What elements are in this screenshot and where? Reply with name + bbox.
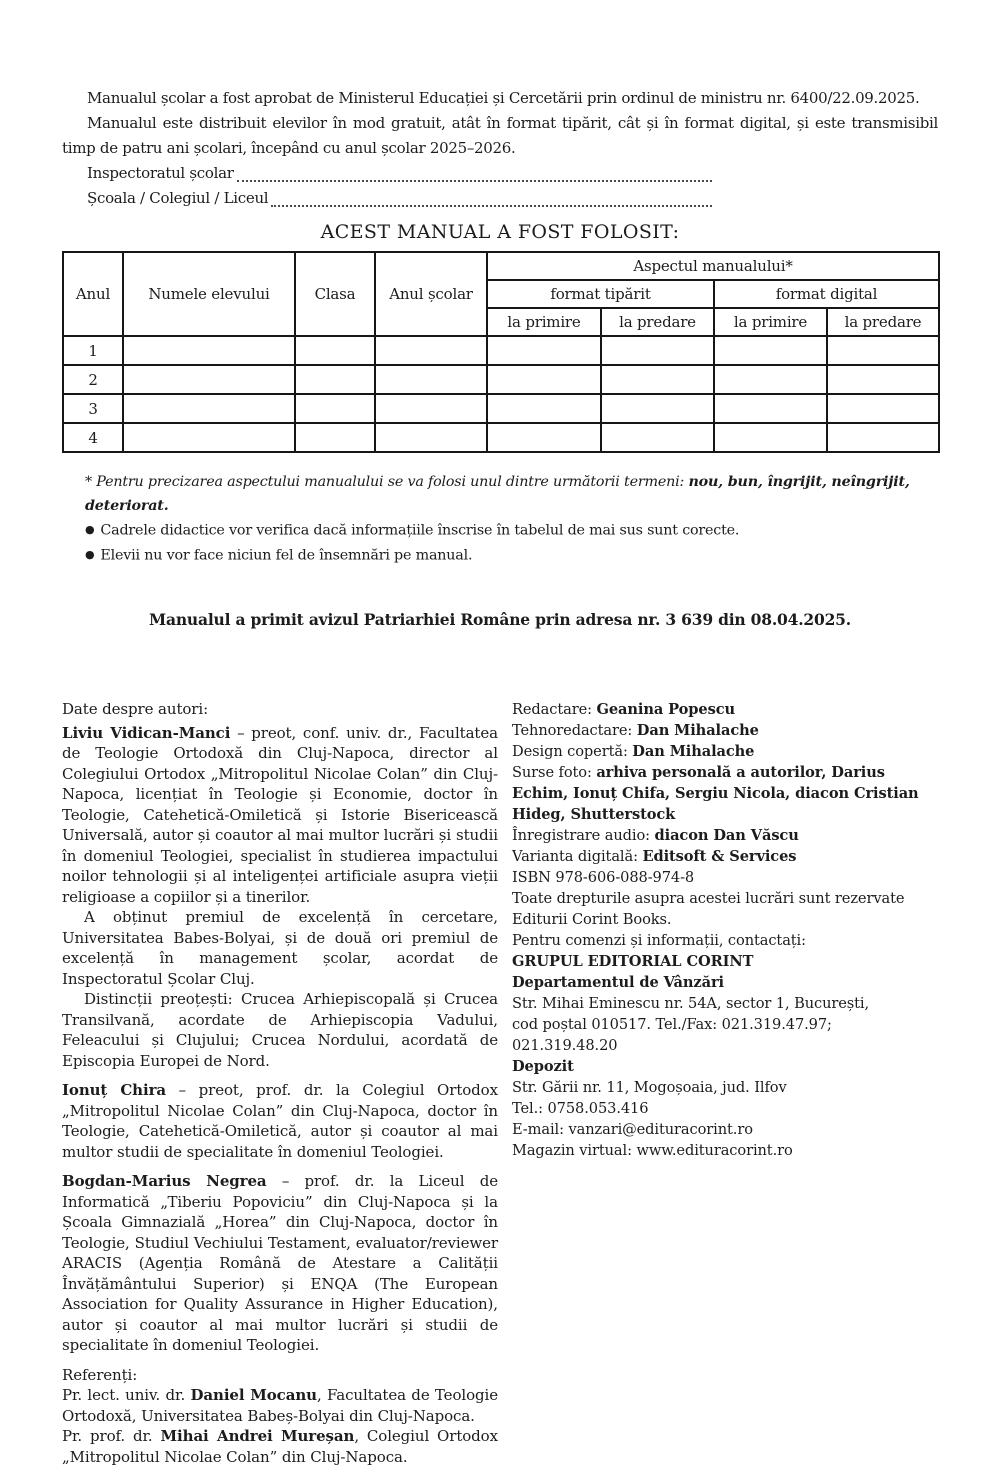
col-header-aspect: Aspectul manualului* bbox=[487, 252, 939, 280]
usage-cell-empty bbox=[601, 336, 714, 365]
usage-cell-empty bbox=[123, 423, 295, 452]
bullet-icon: ● bbox=[85, 523, 95, 536]
contact-intro: Pentru comenzi și informații, contactați: bbox=[511, 932, 806, 949]
usage-cell-empty bbox=[601, 394, 714, 423]
credit-digital-version bbox=[512, 846, 938, 867]
referent-name: Daniel Mocanu bbox=[190, 1386, 317, 1404]
usage-cell-empty bbox=[827, 365, 939, 394]
referent-muresan bbox=[62, 1426, 498, 1467]
referent-title: Pr. prof. dr. bbox=[62, 1427, 161, 1445]
col-header-print-on-return: la predare bbox=[601, 308, 714, 336]
school-label: Școala / Colegiul / Liceul bbox=[87, 189, 269, 207]
depot-heading bbox=[512, 1056, 938, 1077]
contact-email: E-mail: vanzari@edituracorint.ro bbox=[511, 1121, 753, 1138]
note-students-text: Elevii nu vor face niciun fel de însemnări pe manual. bbox=[100, 547, 473, 564]
credit-label: Varianta digitală: bbox=[511, 848, 643, 865]
credit-value: arhiva personală a autorilor, Darius Echim, Ionuț Chifa, Sergiu Nicola, diacon Cristian Hideg, Shutterstock bbox=[511, 764, 919, 823]
credit-label: Tehnoredactare: bbox=[511, 722, 637, 739]
note-aspect-prefix: * Pentru precizarea aspectului manualului se va folosi unul dintre următorii termeni: bbox=[85, 474, 689, 490]
credit-label: Redactare: bbox=[511, 701, 597, 718]
usage-cell-empty bbox=[123, 365, 295, 394]
author-bio-text: – prof. dr. la Liceul de Informatică „Tiberiu Popoviciu” din Cluj-Napoca și la Școala Gimnazială „Horea” din Cluj-Napoca, doctor în Teologie, Studiul Vechiului Testament, evaluator/reviewer ARACIS (Agenția Română de Atestare a Calității Învățământului Superior) și ENQA (The European Association for Quality Assurance in Higher Education), autor și coautor al mai multor lucrări și studii de specialitate în domeniul Teologiei. bbox=[62, 1172, 498, 1354]
table-notes bbox=[62, 471, 938, 568]
credit-value: Geanina Popescu bbox=[596, 701, 735, 718]
referent-affiliation: , Facultatea de Teologie Ortodoxă, Universitatea Babeș-Bolyai din Cluj-Napoca. bbox=[62, 1386, 498, 1425]
author-name: Ionuț Chira bbox=[62, 1081, 166, 1099]
patriarchy-approval-line: Manualul a primit avizul Patriarhiei Române prin adresa nr. 3 639 din 08.04.2025. bbox=[149, 610, 851, 629]
referent-affiliation: , Colegiul Ortodox „Mitropolitul Nicolae Colan” din Cluj-Napoca. bbox=[62, 1427, 498, 1466]
col-header-print-format: format tipărit bbox=[487, 280, 714, 308]
author-bio-negrea bbox=[62, 1171, 498, 1356]
usage-table-row-3 bbox=[63, 394, 939, 423]
note-teachers-text: Cadrele didactice vor verifica dacă informațiile înscrise în tabelul de mai sus sunt corecte. bbox=[100, 522, 740, 539]
usage-cell-empty bbox=[375, 394, 487, 423]
credit-value: Dan Mihalache bbox=[632, 743, 755, 760]
online-shop: Magazin virtual: www.edituracorint.ro bbox=[511, 1142, 793, 1159]
author-bio-text: – preot, prof. dr. la Colegiul Ortodox „Mitropolitul Nicolae Colan” din Cluj-Napoca, doctor în Teologie, Catehetică-Omiletică, autor și coautor al mai multor studii de specialitate în domeniul Teologiei. bbox=[62, 1081, 498, 1161]
usage-table bbox=[62, 251, 940, 453]
usage-cell-empty bbox=[714, 423, 827, 452]
author-bio-text: – preot, conf. univ. dr., Facultatea de Teologie Ortodoxă din Cluj-Napoca, director al Colegiului Ortodox „Mitropolitul Nicolae Colan” din Cluj-Napoca, licențiat în Teologie și Economie, doctor în Teologie, Catehetică-Omiletică și Istorie Bisericească Universală, autor și coautor al mai multor lucrări și studii în domeniul Teologiei, specialist în studierea impactului noilor tehnologii și al inteligenței artificiale asupra vieții religioase a copiilor și a tinerilor. bbox=[62, 723, 498, 906]
bullet-icon: ● bbox=[85, 548, 95, 561]
credit-value: diacon Dan Văscu bbox=[654, 827, 799, 844]
credit-label: Înregistrare audio: bbox=[511, 827, 655, 844]
usage-table-header-row-1 bbox=[63, 252, 939, 280]
usage-table-row-4 bbox=[63, 423, 939, 452]
depot-address: Str. Gării nr. 11, Mogoșoaia, jud. Ilfov bbox=[511, 1079, 787, 1096]
dotted-leader bbox=[237, 180, 712, 182]
credit-cover-design bbox=[512, 741, 938, 762]
authors-heading: Date despre autori: bbox=[62, 700, 209, 718]
author-name: Liviu Vidican-Manci bbox=[62, 723, 231, 742]
author-bio-vidican-manci bbox=[62, 723, 498, 908]
usage-cell-empty bbox=[295, 423, 375, 452]
col-header-year: Anul bbox=[63, 252, 123, 336]
author-bio-chira bbox=[62, 1080, 498, 1162]
col-header-digital-on-receipt: la primire bbox=[714, 308, 827, 336]
usage-cell-empty bbox=[295, 394, 375, 423]
note-aspect-terms-bold: nou, bun, îngrijit, neîngrijit, deteriorat. bbox=[85, 474, 910, 514]
publisher-group-bold: GRUPUL EDITORIAL CORINT bbox=[511, 953, 754, 970]
credit-label: Design copertă: bbox=[511, 743, 633, 760]
dotted-leader bbox=[271, 205, 712, 207]
credit-typesetting bbox=[512, 720, 938, 741]
author-distinctions: Distincții preoțești: Crucea Arhiepiscopală și Crucea Transilvană, acordate de Arhiepiscopia Vadului, Feleacului și Clujului; Crucea Nordului, acordată de Episcopia Europei de Nord. bbox=[62, 990, 498, 1070]
col-header-student-name: Numele elevului bbox=[123, 252, 295, 336]
row-number: 4 bbox=[63, 423, 123, 452]
credit-label: Surse foto: bbox=[511, 764, 597, 781]
usage-cell-empty bbox=[487, 365, 601, 394]
usage-cell-empty bbox=[375, 423, 487, 452]
credits-column bbox=[512, 699, 938, 1467]
col-header-school-year: Anul școlar bbox=[375, 252, 487, 336]
inspectorate-fill-line bbox=[62, 161, 712, 186]
sales-address-line-1: Str. Mihai Eminescu nr. 54A, sector 1, București, bbox=[511, 995, 870, 1012]
usage-table-row-2 bbox=[63, 365, 939, 394]
credit-value: Editsoft & Services bbox=[642, 848, 797, 865]
publisher-group-name bbox=[512, 951, 938, 972]
usage-cell-empty bbox=[827, 423, 939, 452]
sales-address-line-2: cod poștal 010517. Tel./Fax: 021.319.47.97; 021.319.48.20 bbox=[511, 1016, 832, 1054]
referent-name: Mihai Andrei Mureșan bbox=[160, 1427, 355, 1445]
usage-cell-empty bbox=[714, 394, 827, 423]
author-awards: A obținut premiul de excelență în cercetare, Universitatea Babes-Bolyai, și de două ori premiul de excelență în management școlar, acordat de Inspectoratul Școlar Cluj. bbox=[62, 908, 498, 988]
col-header-print-on-receipt: la primire bbox=[487, 308, 601, 336]
depot-bold: Depozit bbox=[511, 1058, 574, 1075]
intro-paragraph-distribution: Manualul este distribuit elevilor în mod gratuit, atât în format tipărit, cât și în format digital, și este transmisibil timp de patru ani școlari, începând cu anul școlar 2025–2026. bbox=[62, 114, 938, 157]
usage-table-title: ACEST MANUAL A FOST FOLOSIT: bbox=[320, 221, 680, 243]
usage-cell-empty bbox=[375, 336, 487, 365]
usage-cell-empty bbox=[827, 394, 939, 423]
usage-cell-empty bbox=[487, 423, 601, 452]
usage-cell-empty bbox=[123, 336, 295, 365]
sales-department-heading bbox=[512, 972, 938, 993]
credit-value: Dan Mihalache bbox=[636, 722, 759, 739]
authors-column bbox=[62, 699, 498, 1467]
col-header-digital-on-return: la predare bbox=[827, 308, 939, 336]
note-teachers bbox=[85, 518, 938, 543]
isbn: ISBN 978-606-088-974-8 bbox=[511, 869, 695, 886]
row-number: 3 bbox=[63, 394, 123, 423]
credit-photo-sources bbox=[512, 762, 938, 825]
usage-cell-empty bbox=[714, 336, 827, 365]
col-header-class: Clasa bbox=[295, 252, 375, 336]
referent-title: Pr. lect. univ. dr. bbox=[62, 1386, 191, 1404]
approval-intro-section bbox=[62, 86, 938, 211]
usage-cell-empty bbox=[375, 365, 487, 394]
referent-mocanu bbox=[62, 1385, 498, 1426]
usage-cell-empty bbox=[295, 336, 375, 365]
usage-cell-empty bbox=[295, 365, 375, 394]
school-fill-line bbox=[62, 186, 712, 211]
rights-statement: Toate drepturile asupra acestei lucrări sunt rezervate Editurii Corint Books. bbox=[511, 890, 905, 928]
usage-cell-empty bbox=[601, 365, 714, 394]
usage-cell-empty bbox=[487, 394, 601, 423]
credit-audio bbox=[512, 825, 938, 846]
sales-department-bold: Departamentul de Vânzări bbox=[511, 974, 724, 991]
depot-phone: Tel.: 0758.053.416 bbox=[511, 1100, 649, 1117]
intro-paragraph-approval: Manualul școlar a fost aprobat de Ministerul Educației și Cercetării prin ordinul de ministru nr. 6400/22.09.2025. bbox=[87, 89, 920, 107]
usage-cell-empty bbox=[487, 336, 601, 365]
author-name: Bogdan-Marius Negrea bbox=[62, 1172, 267, 1190]
row-number: 1 bbox=[63, 336, 123, 365]
inspectorate-label: Inspectoratul școlar bbox=[87, 164, 234, 182]
note-aspect-terms bbox=[85, 471, 938, 518]
usage-cell-empty bbox=[601, 423, 714, 452]
usage-cell-empty bbox=[123, 394, 295, 423]
usage-table-row-1 bbox=[63, 336, 939, 365]
col-header-digital-format: format digital bbox=[714, 280, 939, 308]
usage-cell-empty bbox=[714, 365, 827, 394]
colophon-columns bbox=[62, 699, 938, 1467]
referents-heading: Referenți: bbox=[62, 1365, 138, 1384]
note-students bbox=[85, 543, 938, 568]
usage-cell-empty bbox=[827, 336, 939, 365]
row-number: 2 bbox=[63, 365, 123, 394]
credit-editing bbox=[512, 699, 938, 720]
